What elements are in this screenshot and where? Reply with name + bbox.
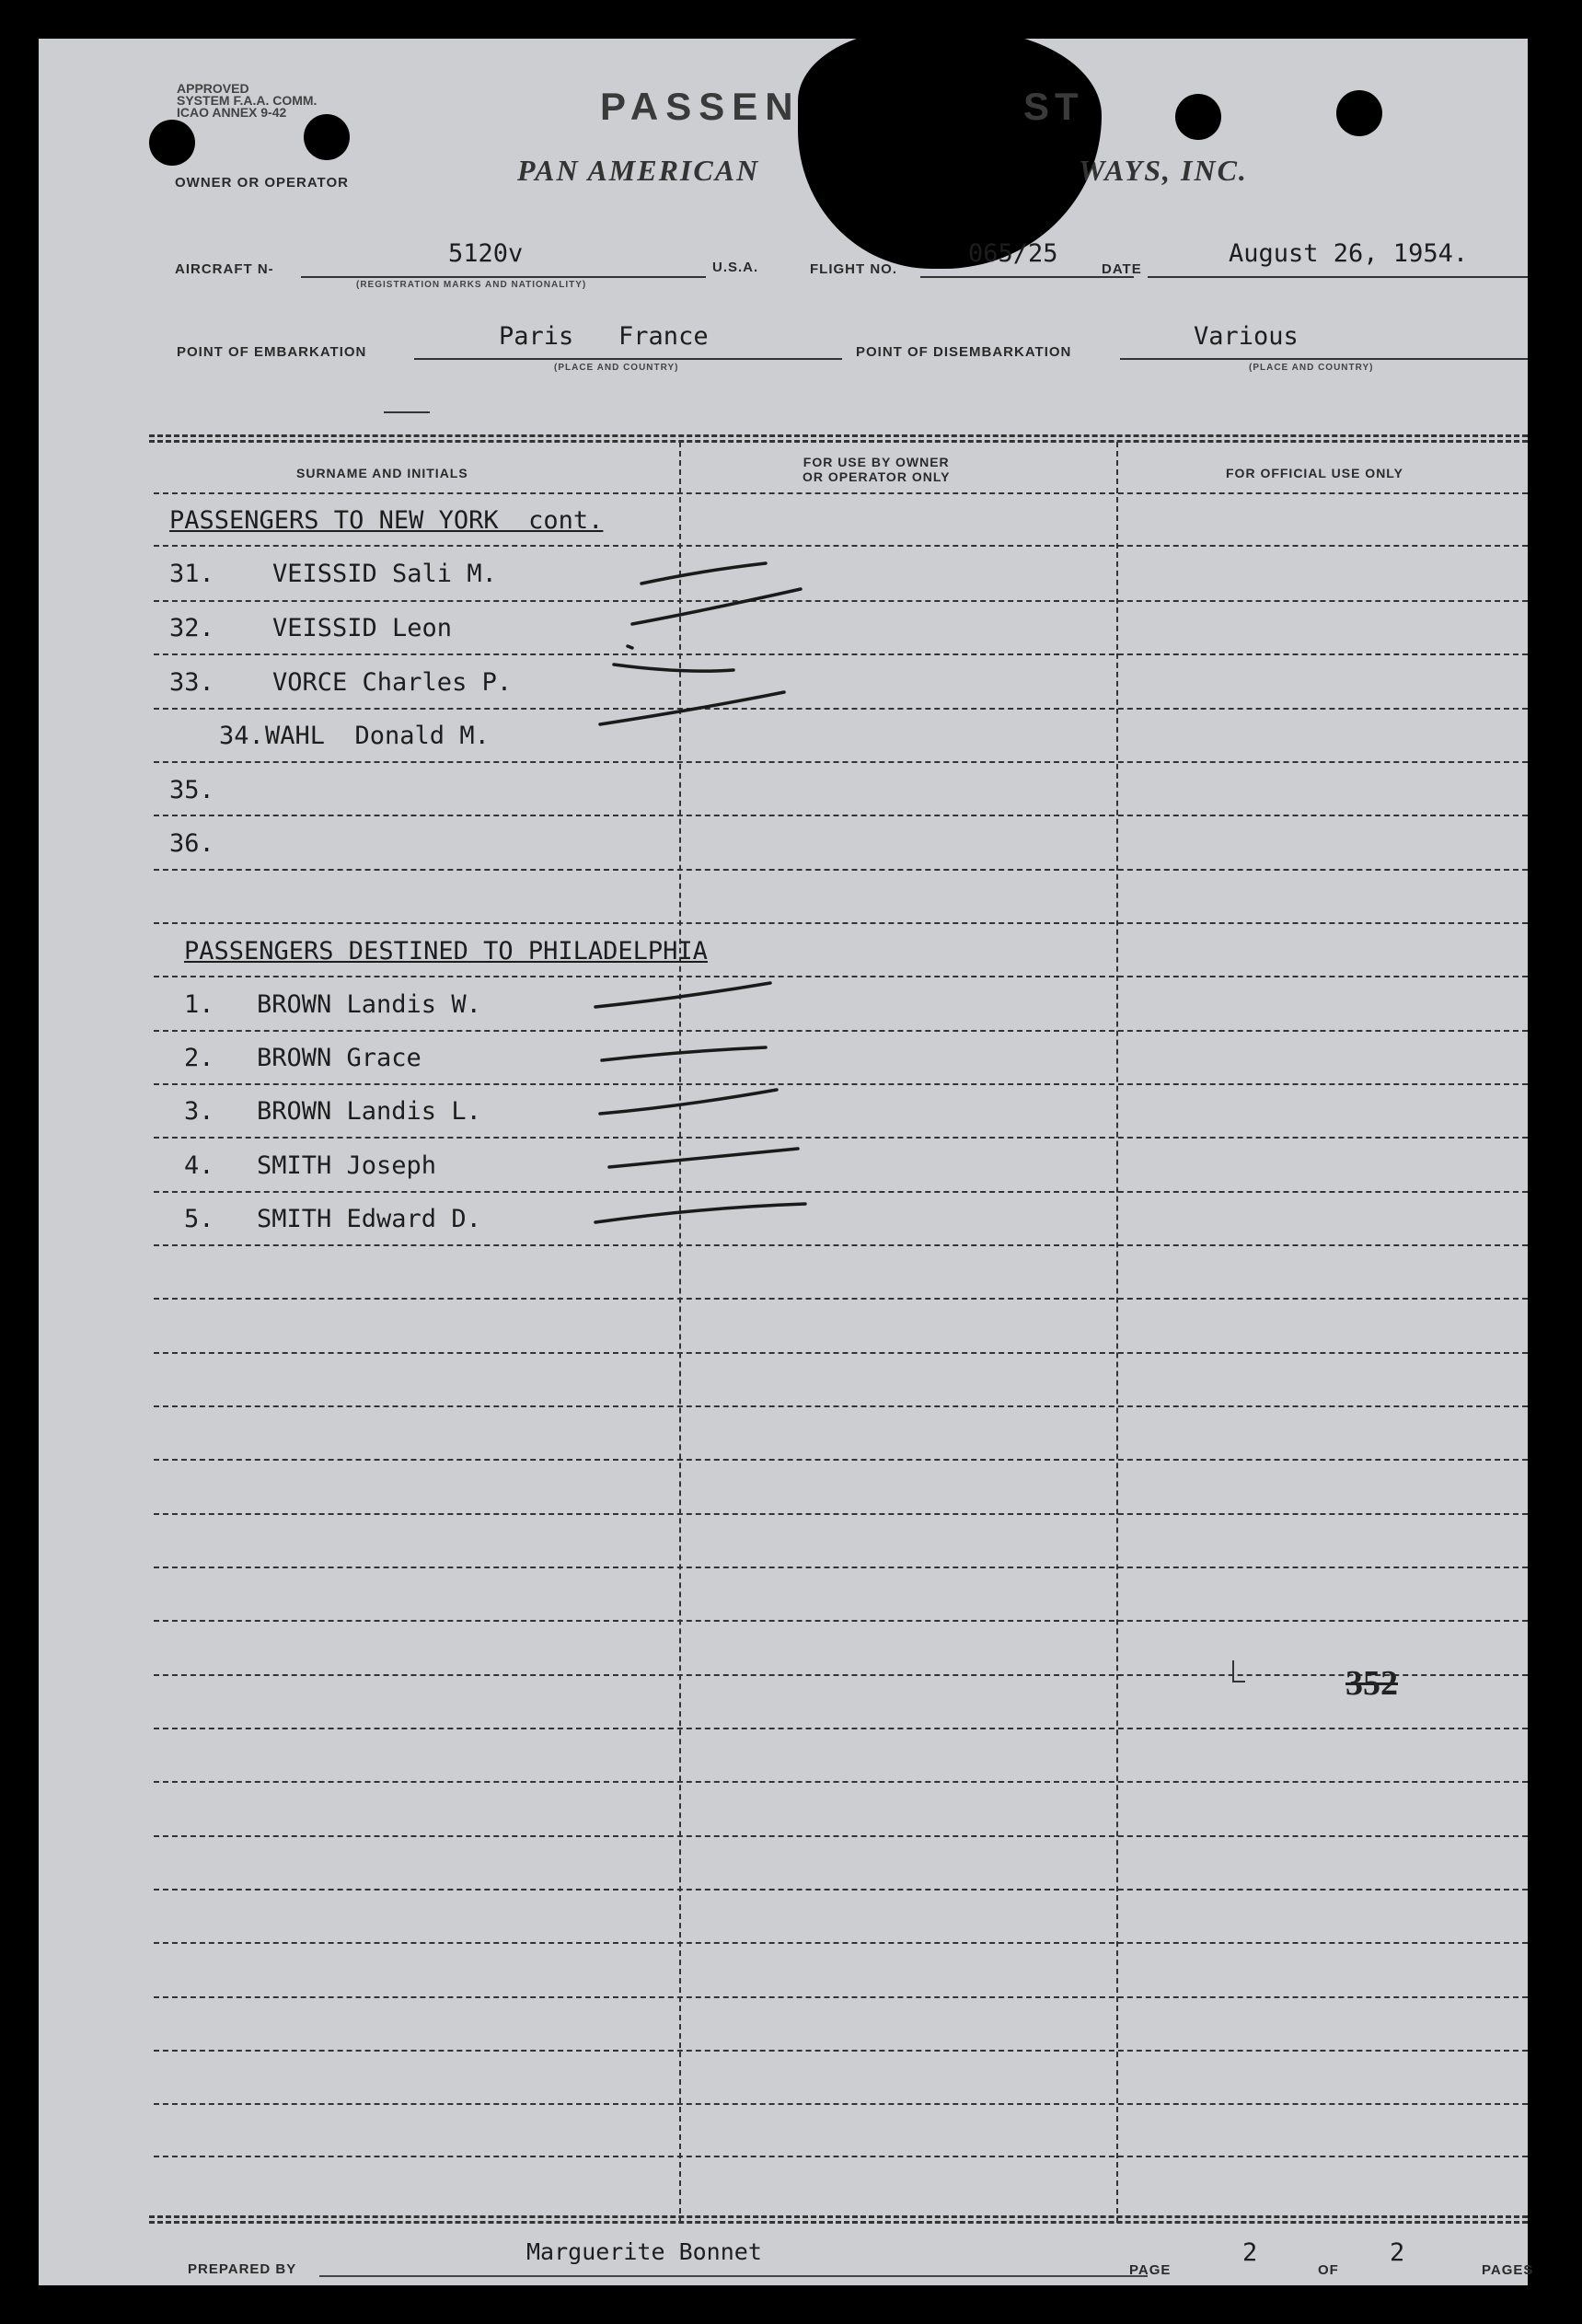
manifest-page — [39, 39, 1534, 2285]
embarkation-value: Paris France — [499, 322, 709, 351]
date-label: DATE — [1102, 261, 1142, 277]
check-stroke — [609, 1149, 798, 1167]
phl-section-header: PASSENGERS DESTINED TO PHILADELPHIA — [184, 937, 708, 965]
check-marks — [39, 39, 1528, 2285]
passenger-name: BROWN Landis L. — [257, 1097, 481, 1126]
of-value: 2 — [1390, 2238, 1405, 2267]
passenger-name: SMITH Joseph — [257, 1151, 437, 1180]
passenger-number: 4. — [184, 1151, 214, 1180]
disembark-place-note: (PLACE AND COUNTRY) — [1249, 363, 1374, 373]
owner-column-header-line: FOR USE BY OWNER — [803, 455, 950, 469]
check-stroke — [595, 983, 770, 1007]
embark-place-note: (PLACE AND COUNTRY) — [554, 363, 679, 373]
passenger-name: BROWN Landis W. — [257, 990, 481, 1019]
approval-line: SYSTEM F.A.A. COMM. — [177, 93, 318, 108]
check-stroke — [600, 1090, 777, 1114]
passenger-number: 35. — [169, 776, 214, 804]
form-title-right: ST — [1023, 85, 1084, 128]
passenger-name: SMITH Edward D. — [257, 1205, 481, 1233]
passenger-name: VEISSID Sali M. — [272, 560, 497, 588]
pages-label: PAGES — [1482, 2262, 1534, 2278]
prepared-line — [319, 2275, 1148, 2277]
check-stroke — [602, 1047, 766, 1060]
flight-value: 065/25 — [968, 239, 1058, 268]
owner-column-header-line: OR OPERATOR ONLY — [803, 469, 951, 484]
passenger-number: 34. — [219, 722, 264, 750]
owner-label: OWNER OR OPERATOR — [175, 175, 349, 191]
approval-line: ICAO ANNEX 9-42 — [177, 105, 287, 120]
passenger-number: 32. — [169, 614, 214, 642]
page-label: PAGE — [1129, 2262, 1172, 2278]
airline-name-right: WAYS, INC. — [1079, 154, 1248, 187]
tick-mark — [1232, 1681, 1245, 1682]
of-label: OF — [1318, 2262, 1339, 2278]
passenger-number: 2. — [184, 1044, 214, 1072]
airline-name-left: PAN AMERICAN — [517, 154, 760, 187]
disembarkation-value: Various — [1194, 322, 1299, 351]
flight-label: FLIGHT NO. — [810, 261, 897, 277]
surname-column-header: SURNAME AND INITIALS — [296, 466, 468, 480]
aircraft-value: 5120v — [448, 239, 524, 268]
embarkation-label: POINT OF EMBARKATION — [177, 344, 367, 360]
check-stroke — [595, 1204, 805, 1222]
tick-mark — [1232, 1660, 1234, 1681]
passenger-number: 31. — [169, 560, 214, 588]
prepared-by-value: Marguerite Bonnet — [526, 2238, 762, 2265]
check-stroke — [641, 563, 766, 584]
passenger-number: 1. — [184, 990, 214, 1019]
usa-label: U.S.A. — [712, 260, 759, 275]
approval-line: APPROVED — [177, 81, 249, 96]
aircraft-label: AIRCRAFT N- — [175, 261, 274, 277]
passenger-number: 33. — [169, 668, 214, 697]
check-stroke — [614, 665, 733, 671]
disembarkation-label: POINT OF DISEMBARKATION — [856, 344, 1072, 360]
official-column-header: FOR OFFICIAL USE ONLY — [1226, 466, 1403, 480]
passenger-name: BROWN Grace — [257, 1044, 421, 1072]
passenger-name: VEISSID Leon — [272, 614, 453, 642]
page-stamp: 352 — [1345, 1664, 1398, 1703]
prepared-label: PREPARED BY — [188, 2261, 297, 2277]
date-value: August 26, 1954. — [1229, 239, 1469, 268]
check-stroke — [632, 589, 801, 624]
passenger-number: 3. — [184, 1097, 214, 1126]
passenger-name: VORCE Charles P. — [272, 668, 513, 697]
check-stroke — [628, 646, 632, 648]
passenger-name: WAHL Donald M. — [265, 722, 490, 750]
check-stroke — [600, 692, 784, 724]
page-value: 2 — [1242, 2238, 1258, 2267]
ny-section-header: PASSENGERS TO NEW YORK cont. — [169, 506, 604, 535]
registration-note: (REGISTRATION MARKS AND NATIONALITY) — [356, 280, 587, 290]
form-title-left: PASSEN — [600, 85, 801, 128]
passenger-number: 5. — [184, 1205, 214, 1233]
passenger-number: 36. — [169, 829, 214, 858]
